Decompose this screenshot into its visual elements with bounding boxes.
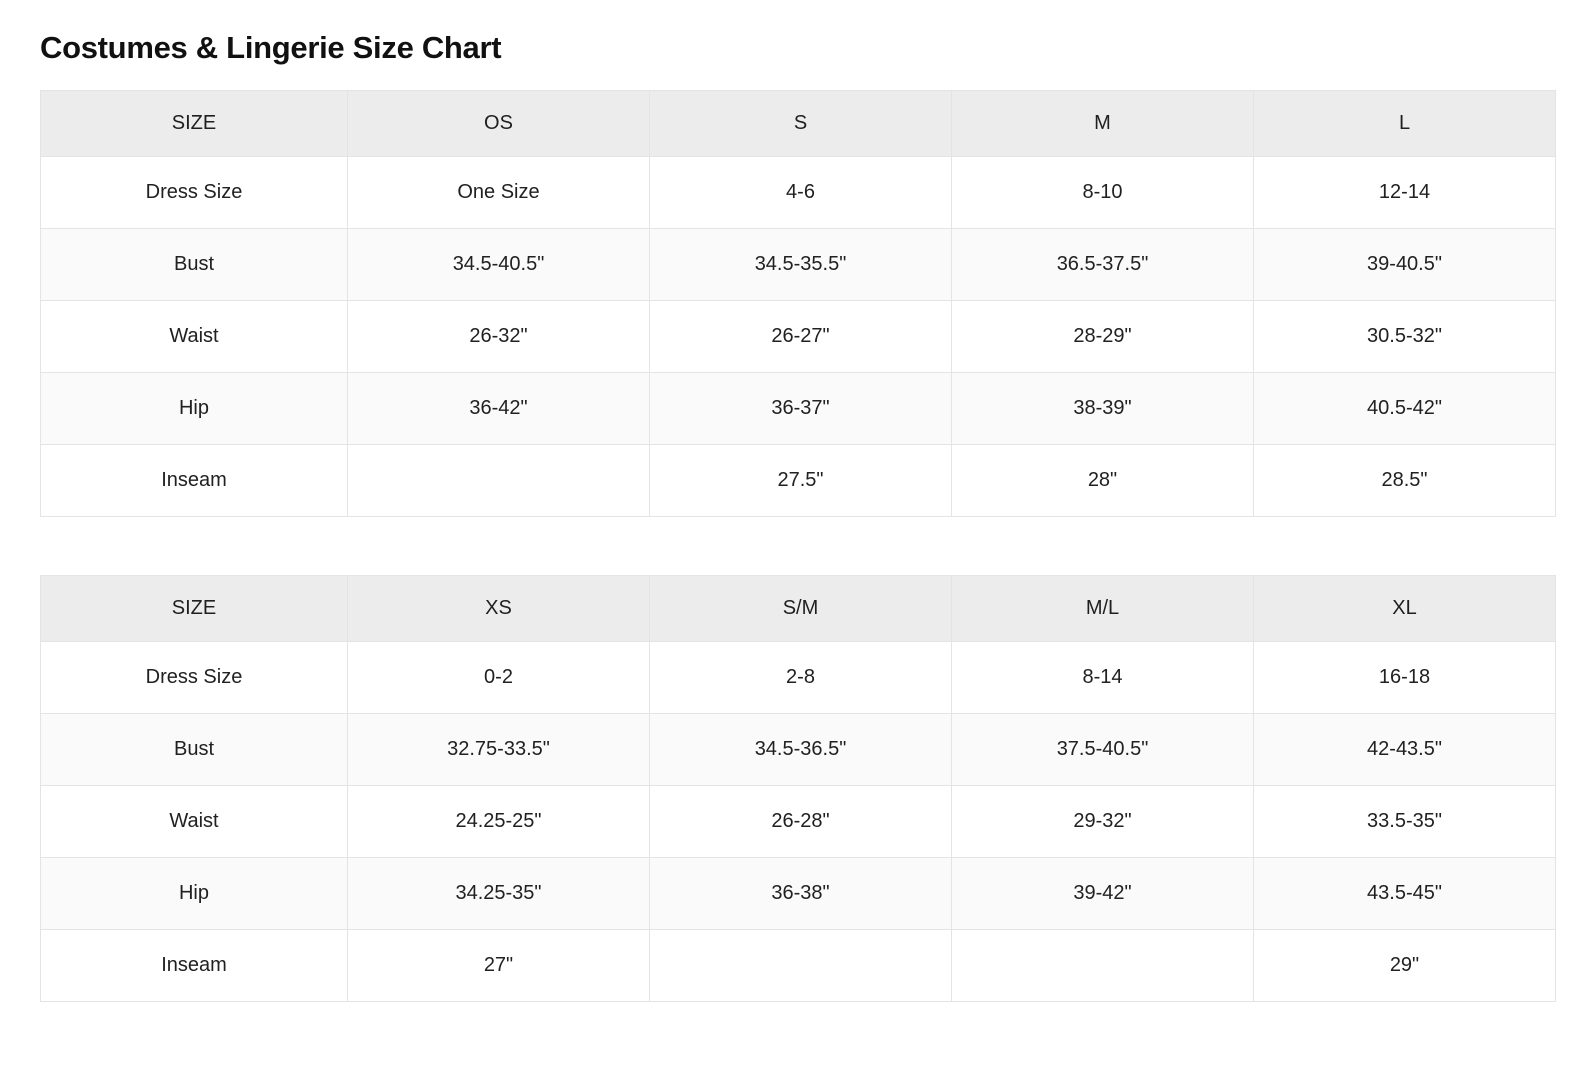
cell-value: 29" [1254,930,1556,1002]
cell-value: 39-40.5" [1254,229,1556,301]
cell-value: 0-2 [348,642,650,714]
column-header-size: SIZE [41,576,348,642]
cell-value: 16-18 [1254,642,1556,714]
row-label: Hip [41,373,348,445]
table-row [41,229,1556,301]
table-header [41,576,1556,642]
cell-value: 39-42" [952,858,1254,930]
size-table-standard [40,90,1556,517]
cell-value [348,445,650,517]
row-label: Waist [41,301,348,373]
table-row [41,714,1556,786]
cell-value: 28-29" [952,301,1254,373]
cell-value: 29-32" [952,786,1254,858]
row-label: Dress Size [41,157,348,229]
table-header-row [41,576,1556,642]
column-header-ml: M/L [952,576,1254,642]
cell-value: 8-14 [952,642,1254,714]
table-header-row [41,91,1556,157]
cell-value: 36-38" [650,858,952,930]
row-label: Inseam [41,930,348,1002]
table-row [41,858,1556,930]
column-header-xl: XL [1254,576,1556,642]
column-header-m: M [952,91,1254,157]
cell-value: 34.5-35.5" [650,229,952,301]
cell-value: 34.25-35" [348,858,650,930]
cell-value: 33.5-35" [1254,786,1556,858]
cell-value: 37.5-40.5" [952,714,1254,786]
row-label: Dress Size [41,642,348,714]
cell-value: 30.5-32" [1254,301,1556,373]
cell-value: 36-37" [650,373,952,445]
row-label: Bust [41,714,348,786]
cell-value: 42-43.5" [1254,714,1556,786]
column-header-s: S [650,91,952,157]
cell-value: One Size [348,157,650,229]
column-header-size: SIZE [41,91,348,157]
row-label: Hip [41,858,348,930]
cell-value: 38-39" [952,373,1254,445]
table-row [41,930,1556,1002]
column-header-xs: XS [348,576,650,642]
table-body [41,157,1556,517]
table-body [41,642,1556,1002]
cell-value: 40.5-42" [1254,373,1556,445]
table-row [41,301,1556,373]
row-label: Inseam [41,445,348,517]
table-row [41,157,1556,229]
cell-value: 32.75-33.5" [348,714,650,786]
cell-value [952,930,1254,1002]
table-row [41,373,1556,445]
cell-value: 27" [348,930,650,1002]
cell-value: 4-6 [650,157,952,229]
cell-value [650,930,952,1002]
cell-value: 28.5" [1254,445,1556,517]
table-row [41,642,1556,714]
cell-value: 34.5-36.5" [650,714,952,786]
cell-value: 43.5-45" [1254,858,1556,930]
size-table-combined [40,575,1556,1002]
cell-value: 36.5-37.5" [952,229,1254,301]
cell-value: 26-27" [650,301,952,373]
cell-value: 27.5" [650,445,952,517]
row-label: Bust [41,229,348,301]
table-row [41,786,1556,858]
page-title: Costumes & Lingerie Size Chart [40,30,502,65]
cell-value: 26-28" [650,786,952,858]
cell-value: 24.25-25" [348,786,650,858]
row-label: Waist [41,786,348,858]
column-header-os: OS [348,91,650,157]
cell-value: 34.5-40.5" [348,229,650,301]
table-header [41,91,1556,157]
cell-value: 2-8 [650,642,952,714]
table-row [41,445,1556,517]
cell-value: 8-10 [952,157,1254,229]
cell-value: 28" [952,445,1254,517]
cell-value: 36-42" [348,373,650,445]
column-header-l: L [1254,91,1556,157]
cell-value: 12-14 [1254,157,1556,229]
column-header-sm: S/M [650,576,952,642]
cell-value: 26-32" [348,301,650,373]
